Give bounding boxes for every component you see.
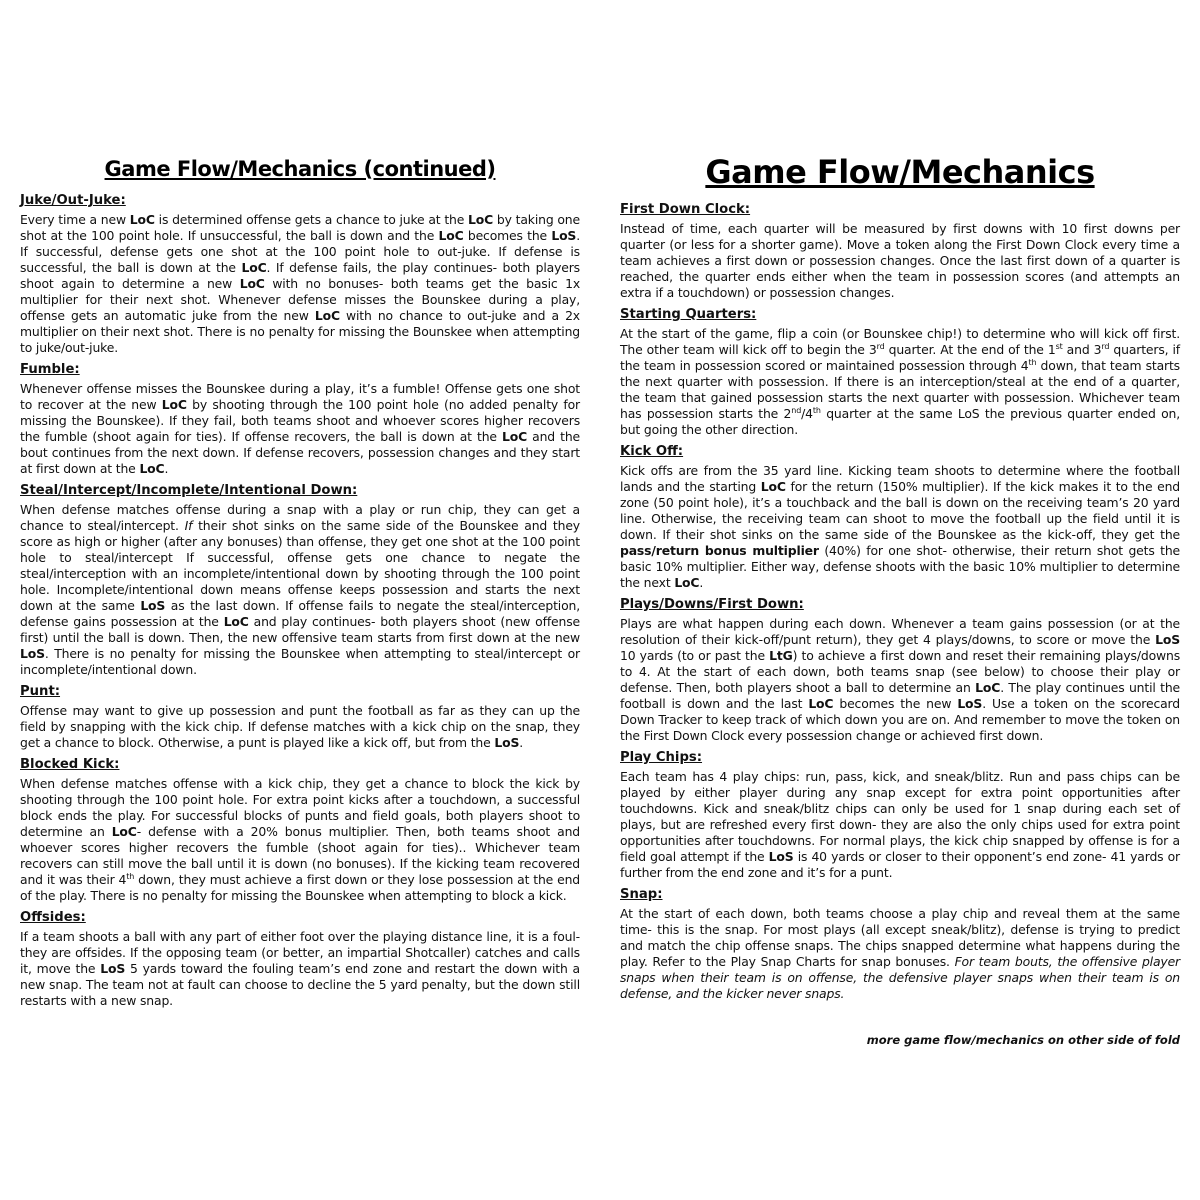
right-page-body <box>620 201 1180 1007</box>
section-heading-blocked-kick: Blocked Kick: <box>20 757 120 772</box>
section-body-juke-out-juke: Every time a new LoC is determined offense gets a chance to juke at the LoC by taking one shot at the 100 point hole. If unsuccessful, the ball is down and the LoC becomes the LoS. If successful, defense gets one shot at the 100 point hole to out-juke. If defense is successful, the ball is down at the LoC. If defense fails, the play continues- both players shoot again to determine a new LoC with no bonuses- both teams get the basic 1x multiplier for their next shot. Whenever defense misses the Bounskee during a play, offense gets an automatic juke from the new LoC with no chance to out-juke and a 2x multiplier on their next shot. There is no penalty for missing the Bounskee when attempting to juke/out-juke. <box>20 212 581 355</box>
section-body-starting-quarters: At the start of the game, flip a coin (or Bounskee chip!) to determine who will kick off first. The other team will kick off to begin the 3rd quarter. At the end of the 1st and 3rd quarters, if the team in possession scored or maintained possession through 4th down, that team starts the next quarter with possession. If there is an interception/steal at the end of a quarter, the team that gained possession starts the next quarter with possession. Whichever team has possession starts the 2nd/4th quarter at the same LoS the previous quarter ended on, but going the other direction. <box>620 326 1181 437</box>
section-heading-starting-quarters: Starting Quarters: <box>620 307 757 322</box>
section-body-blocked-kick: When defense matches offense with a kick chip, they get a chance to block the kick by shooting through the 100 point hole. For extra point kicks after a touchdown, a successful block ends the play. For successful blocks of punts and field goals, both players shoot to determine an LoC- defense with a 20% bonus multiplier. Then, both teams shoot and whoever scores higher recovers the fumble (shoot again for ties).. Whichever team recovers can still move the ball until it is down (no bonuses). If the kicking team recovered and it was their 4th down, they must achieve a first down or they lose possession at the end of the play. There is no penalty for missing the Bounskee when attempting to block a kick. <box>20 776 580 903</box>
section-body-plays-downs-first-down: Plays are what happen during each down. Whenever a team gains possession (or at the resolution of their kick-off/punt return), they get 4 plays/downs, to score or move the LoS 10 yards (to or past the LtG) to achieve a first down and reset their remaining plays/downs to 4. At the start of each down, both teams snap (see below) to choose their play or defense. Then, both players shoot a ball to determine an LoC. The play continues until the football is down and the last LoC becomes the new LoS. Use a token on the scorecard Down Tracker to keep track of which down you are on. And remember to move the token on the First Down Clock every possession change or achieved first down. <box>620 616 1181 743</box>
section-body-play-chips: Each team has 4 play chips: run, pass, kick, and sneak/blitz. Run and pass chips can be played by either player during any snap except for extra point opportunities after touchdowns. Kick and sneak/blitz chips can only be used for 1 snap during each set of plays, but are refreshed every first down- they are also the only chips used for extra point opportunities after touchdowns. For normal plays, the kick chip snapped by offense is for a field goal attempt if the LoS is 40 yards or closer to their opponent’s end zone- 41 yards or further from the end zone and it’s for a punt. <box>620 769 1180 880</box>
section-heading-kick-off: Kick Off: <box>620 444 684 459</box>
section-heading-steal-intercept-incomplete-intentional-down: Steal/Intercept/Incomplete/Intentional Down: <box>20 483 358 498</box>
section-heading-plays-downs-first-down: Plays/Downs/First Down: <box>620 597 804 612</box>
section-heading-snap: Snap: <box>620 887 663 902</box>
section-body-fumble: Whenever offense misses the Bounskee during a play, it’s a fumble! Offense gets one shot to recover at the new LoC by shooting through the 100 point hole (no added penalty for missing the Bounskee). If they fail, both teams shoot and whoever scores higher recovers the fumble (shoot again for ties). If offense recovers, the ball is down at the LoC and the bout continues from the next down. If defense recovers, possession changes and they start at first down at the LoC. <box>20 381 580 476</box>
section-body-first-down-clock: Instead of time, each quarter will be measured by first downs with 10 first downs per quarter (or less for a shorter game). Move a token along the First Down Clock every time a team achieves a first down or possession changes. Once the last first down of a quarter is reached, the quarter ends either when the team in possession scores (and attempts an extra if a touchdown) or possession changes. <box>620 221 1180 300</box>
section-body-steal-intercept-incomplete-intentional-down: When defense matches offense during a snap with a play or run chip, they can get a chance to steal/intercept. If their shot sinks on the same side of the Bounskee and they score as high or higher (after any bonuses) than offense, they get one shot at the 100 point hole to steal/intercept If successful, offense gets one chance to negate the steal/interception with an incomplete/intentional down by shooting through the 100 point hole. Incomplete/intentional down means offense keeps possession and starts the next down at the same LoS as the last down. If offense fails to negate the steal/interception, defense gains possession at the LoC and play continues- both players shoot (new offense first) until the ball is down. Then, the new offensive team starts from first down at the new LoS. There is no penalty for missing the Bounskee when attempting to steal/intercept or incomplete/intentional down. <box>20 502 580 677</box>
section-body-punt: Offense may want to give up possession and punt the football as far as they can up the field by snapping with the kick chip. If defense matches with a kick chip on the snap, they get a chance to block. Otherwise, a punt is played like a kick off, but from the LoS. <box>20 703 580 750</box>
section-body-snap: At the start of each down, both teams choose a play chip and reveal them at the same time- this is the snap. For most plays (all except sneak/blitz), defense is trying to predict and match the chip offense snaps. The chips snapped determine what happens during the play. Refer to the Play Snap Charts for snap bonuses. For team bouts, the offensive player snaps when their team is on offense, the defensive player snaps when their team is on defense, and the kicker never snaps. <box>620 906 1180 1001</box>
right-page-title: Game Flow/Mechanics <box>705 153 1095 191</box>
footer-note: more game flow/mechanics on other side of fold <box>866 1033 1180 1047</box>
left-page-title: Game Flow/Mechanics (continued) <box>104 157 496 181</box>
section-heading-offsides: Offsides: <box>20 910 86 925</box>
section-heading-first-down-clock: First Down Clock: <box>620 202 751 217</box>
section-heading-fumble: Fumble: <box>20 362 80 377</box>
section-body-kick-off: Kick offs are from the 35 yard line. Kicking team shoots to determine where the football lands and the starting LoC for the return (150% multiplier). If the kick makes it to the end zone (50 point hole), it’s a touchback and the ball is down on the receiving team’s 20 yard line. Otherwise, the receiving team can shoot to move the football up the field until it is down. If their shot sinks on the same side of the Bounskee as the kick-off, they get the pass/return bonus multiplier (40%) for one shot- otherwise, their return shot gets the basic 10% multiplier. Either way, defense shoots with the basic 10% multiplier to determine the next LoC. <box>620 463 1180 590</box>
left-page-body <box>20 192 580 1014</box>
section-heading-juke-out-juke: Juke/Out-Juke: <box>20 193 126 208</box>
section-heading-punt: Punt: <box>20 684 61 699</box>
section-body-offsides: If a team shoots a ball with any part of either foot over the playing distance line, it is a foul- they are offsides. If the opposing team (or better, an impartial Shotcaller) catches and calls it, move the LoS 5 yards toward the fouling team’s end zone and restart the down with a new snap. The team not at fault can choose to decline the 5 yard penalty, but the down still restarts with a new snap. <box>20 929 581 1008</box>
section-heading-play-chips: Play Chips: <box>620 750 703 765</box>
